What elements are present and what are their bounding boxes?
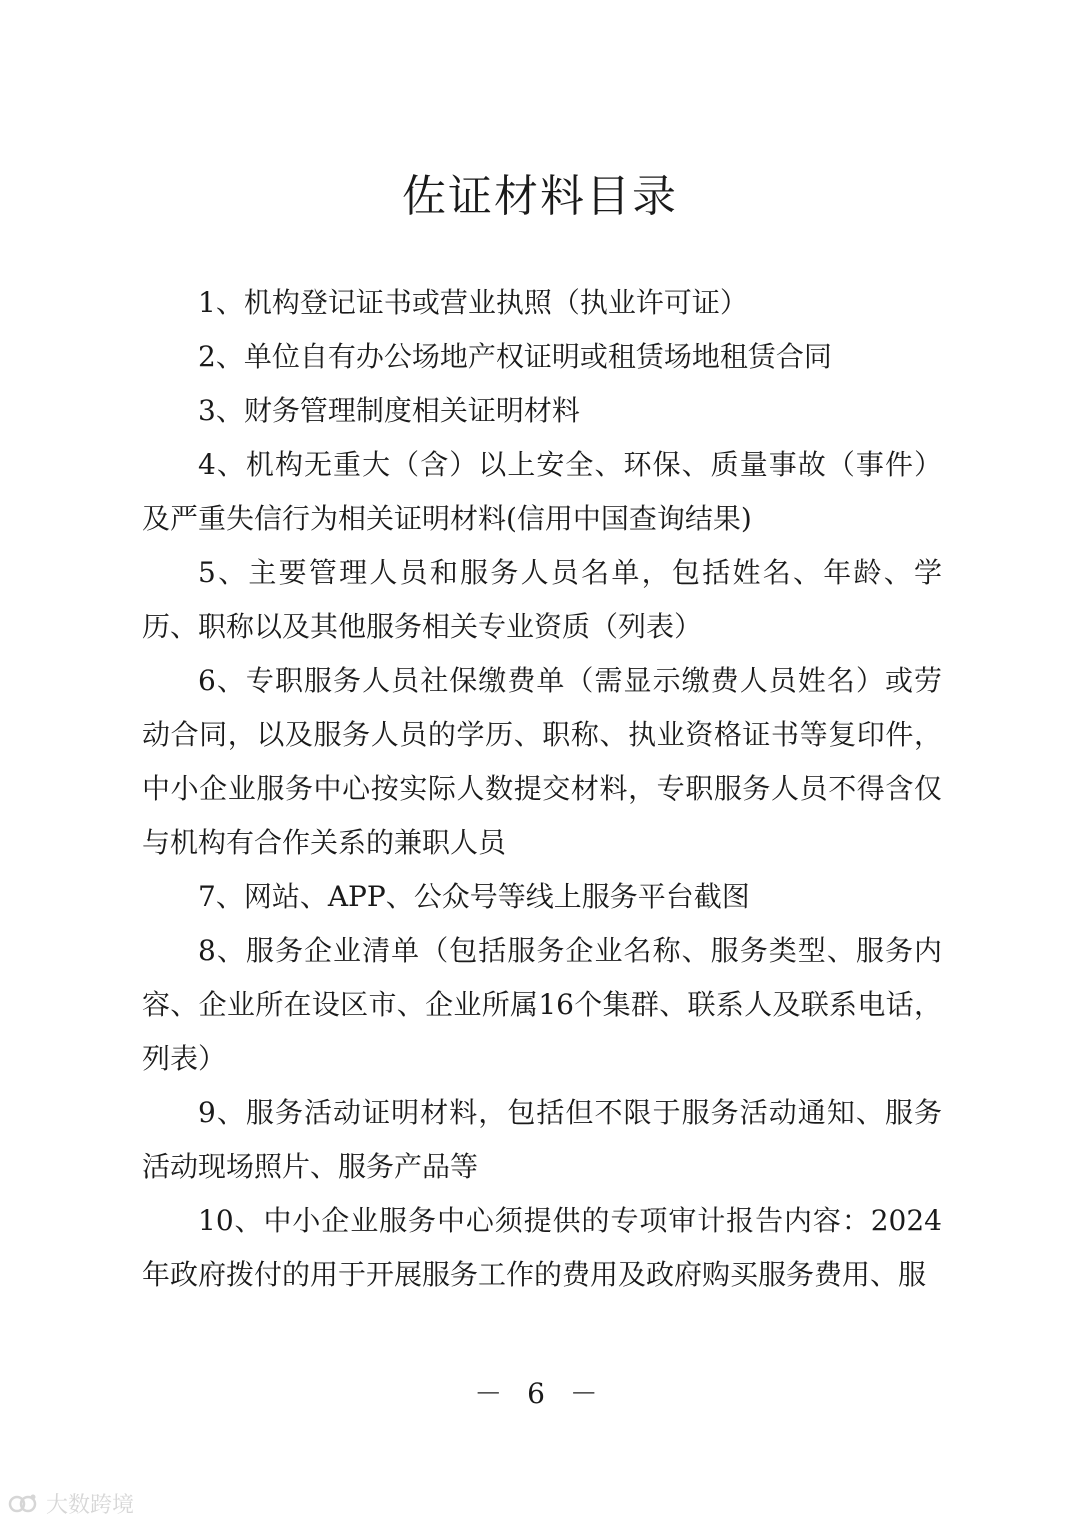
document-body xyxy=(142,276,942,1302)
page-number: － 6 － xyxy=(474,1377,606,1410)
list-item: 1、机构登记证书或营业执照（执业许可证） xyxy=(198,286,748,319)
watermark-text: 大数跨境 xyxy=(46,1493,135,1518)
list-item: 6、专职服务人员社保缴费单（需显示缴费人员姓名）或劳动合同，以及服务人员的学历、职称、执业资格证书等复印件，中小企业服务中心按实际人数提交材料，专职服务人员不得含仅与机构有合作关系的兼职人员 xyxy=(142,664,942,859)
list-item: 8、服务企业清单（包括服务企业名称、服务类型、服务内容、企业所在设区市、企业所属16个集群、联系人及联系电话，列表） xyxy=(142,934,942,1075)
watermark xyxy=(8,1488,134,1519)
list-item: 5、主要管理人员和服务人员名单，包括姓名、年龄、学历、职称以及其他服务相关专业资质（列表） xyxy=(142,556,942,643)
page-title: 佐证材料目录 xyxy=(402,171,678,222)
logo-icon xyxy=(8,1492,38,1516)
list-item: 2、单位自有办公场地产权证明或租赁场地租赁合同 xyxy=(198,340,832,373)
list-item: 9、服务活动证明材料，包括但不限于服务活动通知、服务活动现场照片、服务产品等 xyxy=(142,1096,942,1183)
list-item: 7、网站、APP、公众号等线上服务平台截图 xyxy=(198,880,750,913)
list-item: 3、财务管理制度相关证明材料 xyxy=(198,394,580,427)
list-item: 4、机构无重大（含）以上安全、环保、质量事故（事件）及严重失信行为相关证明材料(信用中国查询结果) xyxy=(142,448,942,535)
list-item: 10、中小企业服务中心须提供的专项审计报告内容：2024年政府拨付的用于开展服务工作的费用及政府购买服务费用、服 xyxy=(142,1204,942,1291)
